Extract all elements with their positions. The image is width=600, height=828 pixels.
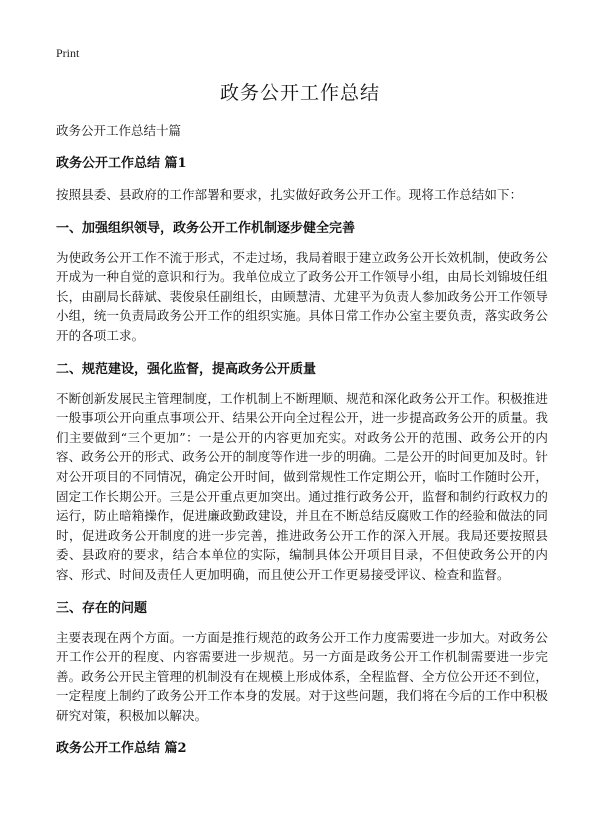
document-body xyxy=(56,122,548,768)
section2-heading: 二、规范建设，强化监督，提高政务公开质量 xyxy=(56,361,317,377)
section2-paragraph: 不断创新发展民主管理制度，工作机制上不断理顺、规范和深化政务公开工作。积极推进一般事项公开向重点事项公开、结果公开向全过程公开，进一步提高政务公开的质量。我们主要做到“三个更加”：一是公开的内容更加充实。对政务公开的范围、政务公开的内容、政务公开的形式、政务公开的制度等作进一步的明确。二是公开的时间更加及时。针对公开项目的不同情况，确定公开时间，做到常规性工作定期公开，临时工作随时公开，固定工作长期公开。三是公开重点更加突出。通过推行政务公开，监督和制约行政权力的运行，防止暗箱操作，促进廉政勤政建设，并且在不断总结反腐败工作的经验和做法的同时，促进政务公开制度的进一步完善，推进政务公开工作的深入开展。我局还要按照县委、县政府的要求，结合本单位的实际，编制具体公开项目目录，不但使政务公开的内容、形式、时间及责任人更加明确，而且使公开工作更易接受评议、检查和监督。 xyxy=(56,390,548,582)
print-link[interactable]: Print xyxy=(56,46,80,60)
section3-paragraph: 主要表现在两个方面。一方面是推行规范的政务公开工作力度需要进一步加大。对政务公开工作公开的程度、内容需要进一步规范。另一方面是政务公开工作机制需要进一步完善。政务公开民主管理的机制没有在规模上形成体系，全程监督、全方位公开还不到位，一定程度上制约了政务公开工作本身的发展。对于这些问题，我们将在今后的工作中积极研究对策，积极加以解决。 xyxy=(56,629,548,723)
intro-paragraph: 按照县委、县政府的工作部署和要求，扎实做好政务公开工作。现将工作总结如下： xyxy=(56,187,523,202)
section1-paragraph: 为使政务公开工作不流于形式，不走过场，我局着眼于建立政务公开长效机制，使政务公开成为一种自觉的意识和行为。我单位成立了政务公开工作领导小组，由局长刘锦坡任组长，由副局长薛斌、裴俊泉任副组长，由顾慧清、尤建平为负责人参加政务公开工作领导小组，统一负责局政务公开工作的组织实施。具体日常工作办公室主要负责，落实政务公开的各项工求。 xyxy=(56,249,548,343)
document-subtitle: 政务公开工作总结十篇 xyxy=(56,123,182,138)
part1-heading: 政务公开工作总结 篇1 xyxy=(56,156,187,171)
section3-heading: 三、存在的问题 xyxy=(56,600,148,616)
document-title: 政务公开工作总结 xyxy=(219,82,380,104)
section1-heading: 一、加强组织领导，政务公开工作机制逐步健全完善 xyxy=(56,220,356,236)
part2-heading: 政务公开工作总结 篇2 xyxy=(56,741,187,757)
